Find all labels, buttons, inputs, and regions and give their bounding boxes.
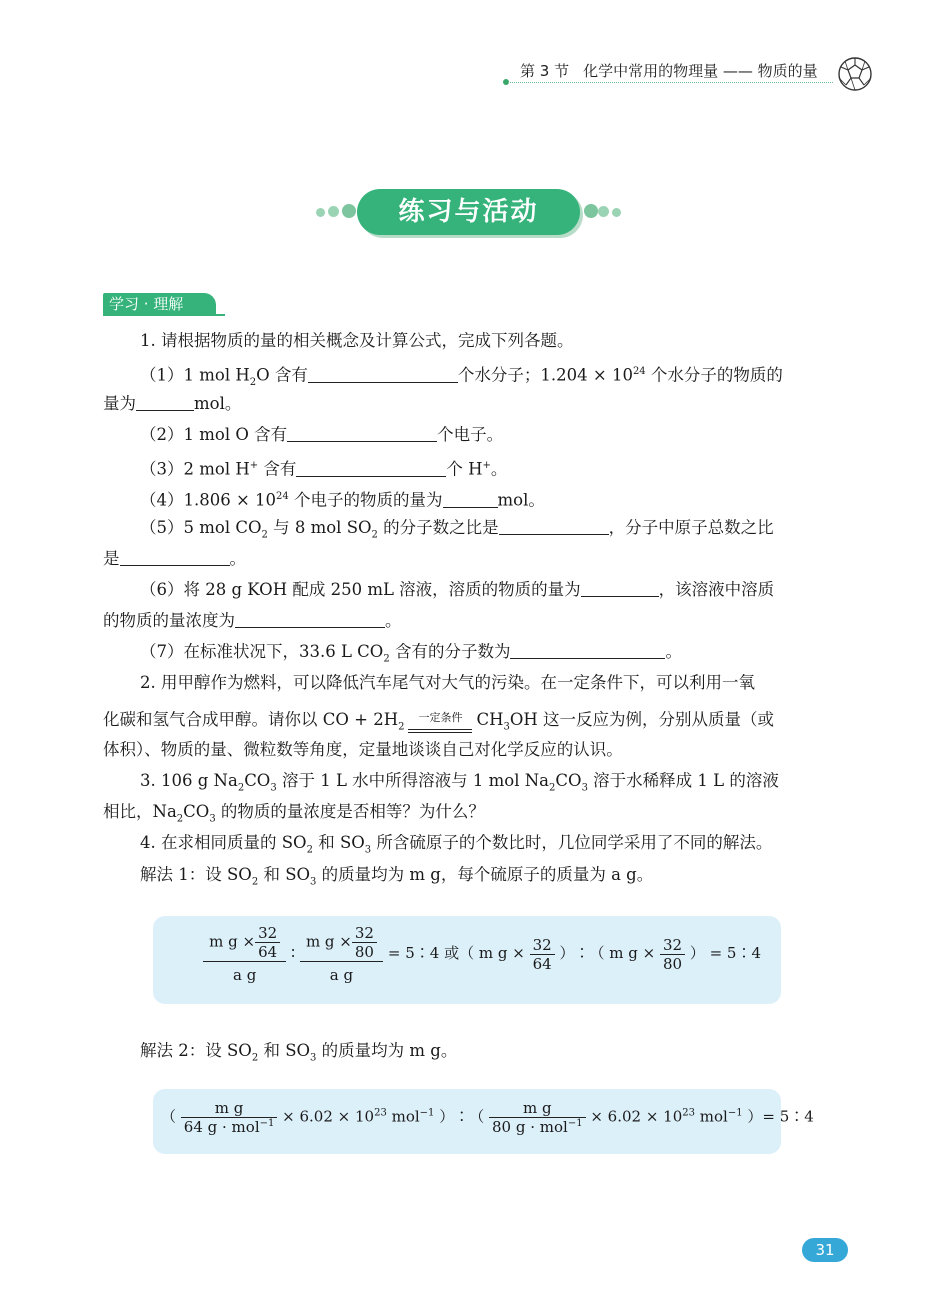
- question-1-6: （6）将 28 g KOH 配成 250 mL 溶液，溶质的物质的量为 ，该溶液中溶质: [140, 580, 775, 599]
- answer-blank[interactable]: [581, 580, 659, 597]
- question-4: 4. 在求相同质量的 $SO_2$ 和 $SO_3$ 所含硫原子的个数比时，几位同学采用了不同的解法。: [140, 833, 773, 856]
- answer-blank[interactable]: [443, 491, 498, 508]
- header-rule: [508, 82, 833, 83]
- question-1-6-cont: 的物质的量浓度为 。: [103, 611, 402, 630]
- answer-blank[interactable]: [287, 425, 437, 442]
- question-3-line2: 相比，$Na_2CO_3$ 的物质的量浓度是否相等？为什么？: [103, 802, 485, 825]
- banner-dot: [612, 208, 621, 217]
- question-1-3: （3）2 mol H+ 含有 个 H+。: [140, 459, 508, 479]
- question-1-4: $(4)1.806 \times 10^{24}$ 个电子的物质的量为 mol。: [140, 490, 545, 510]
- question-2-line3: 体积）、物质的量、微粒数等角度，定量地谈谈自己对化学反应的认识。: [103, 740, 623, 759]
- question-2-line2: 化碳和氢气合成甲醇。请你以 CO + $2H_2$ 一定条件 $CH_3OH$ 这一反应为例，分别从质量（或: [103, 707, 835, 738]
- fullerene-icon: [837, 56, 873, 92]
- section-number: 第 3 节: [520, 62, 570, 80]
- question-1-2: （2）1 mol O 含有 个电子。: [140, 425, 504, 444]
- page-number: 31: [802, 1238, 848, 1262]
- answer-blank[interactable]: [308, 366, 458, 383]
- question-1-1-cont: 量为 mol。: [103, 394, 242, 413]
- answer-blank[interactable]: [499, 518, 609, 535]
- method-2-intro: 解法 2：设 $SO_2$ 和 $SO_3$ 的质量均为 m g。: [140, 1041, 458, 1064]
- banner-dot: [598, 206, 609, 217]
- banner-dot: [316, 208, 325, 217]
- method-1-box: [153, 916, 781, 1004]
- section-title: 化学中常用的物理量 —— 物质的量: [583, 62, 818, 80]
- reaction-condition: 一定条件: [408, 707, 472, 733]
- method-1-intro: 解法 1：设 $SO_2$ 和 $SO_3$ 的质量均为 m g，每个硫原子的质量为 a g。: [140, 865, 654, 888]
- answer-blank[interactable]: [235, 611, 385, 628]
- learn-tag: 学习 · 理解: [103, 293, 216, 315]
- banner-dot: [342, 204, 356, 218]
- question-1-5: （5）5 mol $CO_2$ 与 8 mol $SO_2$ 的分子数之比是 ，分子中原子总数之比: [140, 518, 774, 541]
- question-1-stem: 1. 请根据物质的量的相关概念及计算公式，完成下列各题。: [140, 331, 574, 350]
- banner-dot: [584, 204, 598, 218]
- banner-dot: [328, 206, 339, 217]
- method-2-box: [153, 1089, 814, 1154]
- question-3: 3. 106 g $Na_2CO_3$ 溶于 1 L 水中所得溶液与 1 mol $Na_2CO_3$ 溶于水稀释成 1 L 的溶液: [140, 771, 779, 794]
- answer-blank[interactable]: [296, 460, 446, 477]
- running-header: [520, 60, 818, 81]
- question-1-1: （1）1 mol $H_2O$ 含有 个水分子；$1.204 \times 10^{24}$ 个水分子的物质的: [140, 365, 783, 388]
- answer-blank[interactable]: [136, 394, 194, 411]
- question-2: 2. 用甲醇作为燃料，可以降低汽车尾气对大气的污染。在一定条件下，可以利用一氧: [140, 673, 755, 692]
- tag-underline: [103, 314, 225, 316]
- question-1-7: （7）在标准状况下，33.6 L $CO_2$ 含有的分子数为 。: [140, 642, 682, 665]
- question-1-5-cont: 是 。: [103, 549, 246, 568]
- section-banner: 练习与活动: [357, 189, 580, 235]
- method-1-formula: m g × $\frac{32}{64}$ a g ∶ m g × $\frac{32}{80}$ a g = 5∶4 或（ m g × $\frac{32}{64}$ ）∶（ m g × $\frac{32}{80}$ ） = 5∶4: [203, 924, 761, 984]
- answer-blank[interactable]: [120, 549, 230, 566]
- answer-blank[interactable]: [510, 642, 665, 659]
- method-2-formula: （ $\frac{\text{m g}}{64 g \cdot mol^{-1}}$ × $6.02 \times 10^{23}$ mol$^{-1}$ ）∶（ $\frac{\text{m g}}{80 g \cdot mol^{-1}}$ × $6.02 \times 10^{23}$ mol$^{-1}$ ）= 5∶4: [161, 1099, 814, 1136]
